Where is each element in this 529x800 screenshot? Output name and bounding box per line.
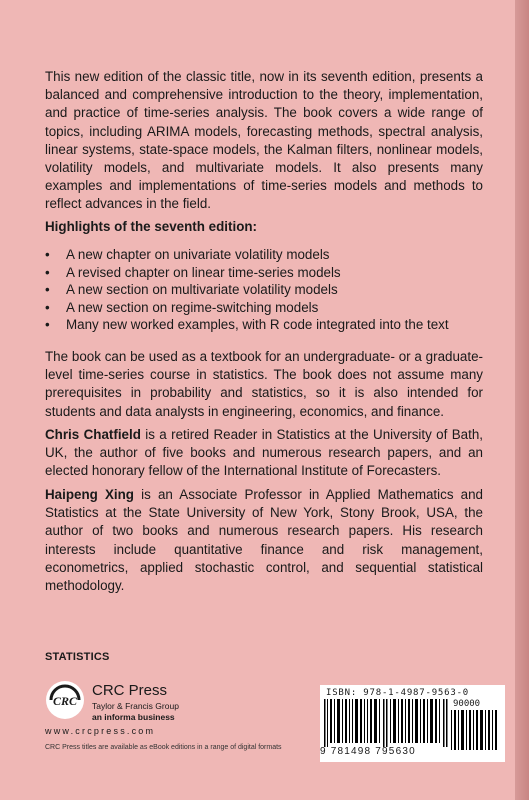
publisher-website: www.crcpress.com: [45, 726, 156, 736]
list-item: • A new chapter on univariate volatility models: [45, 246, 485, 264]
spine-edge: [515, 0, 529, 800]
price-barcode-icon: [449, 710, 501, 750]
highlights-title: Highlights of the seventh edition:: [45, 219, 258, 234]
price-code: 90000: [453, 699, 481, 709]
list-item: • A new section on multivariate volatility models: [45, 281, 485, 299]
ean-number: 9 781498 795630: [320, 746, 416, 757]
author-bio: is an Associate Professor in Applied Mathematics and Statistics at the State University of New York, Stony Brook, USA, the author of two books and numerous research papers. His research interests include quantitative finance and risk management, econometrics, applied stochastic control, and sequential statistical methodology.: [45, 487, 484, 594]
intro-paragraph: This new edition of the classic title, now in its seventh edition, presents a balanced and comprehensive introduction to the theory, implementation, and practice of time-series analysis. The book covers a wide range of topics, including ARIMA models, forecasting methods, spectral analysis, linear systems, state-space models, the Kalman filters, nonlinear models, volatility models, and multivariate models. It also presents many examples and implementations of time-series models and methods to reflect advances in the field.: [45, 69, 483, 212]
publisher-group: [92, 701, 179, 722]
logo-text: CRC: [52, 694, 78, 708]
author-bio: is a retired Reader in Statistics at the University of Bath, UK, the author of five books and numerous research papers, and an elected honorary fellow of the International Institute of Forecasters.: [45, 427, 483, 479]
publisher-group-name: Taylor & Francis Group: [92, 701, 179, 711]
ebook-availability: CRC Press titles are available as eBook editions in a range of digital formats: [45, 744, 282, 751]
author-bio-chatfield: [45, 426, 483, 481]
crc-logo-icon: [45, 680, 85, 720]
author-name: Chris Chatfield: [45, 427, 141, 442]
isbn-text: ISBN: 978-1-4987-9563-0: [326, 688, 470, 698]
list-item: • A revised chapter on linear time-series models: [45, 264, 485, 282]
barcode-icon: [324, 699, 448, 747]
usage-paragraph: The book can be used as a textbook for an undergraduate- or a graduate-level time-series course in statistics. The book does not assume many prerequisites in probability and statistics, so it is also intended for students and data analysts in engineering, economics, and finance.: [45, 349, 483, 419]
author-name: Haipeng Xing: [45, 487, 134, 502]
list-item: • Many new worked examples, with R code integrated into the text: [45, 316, 485, 334]
category-label: STATISTICS: [45, 651, 110, 663]
author-bio-xing: [45, 486, 483, 595]
publisher-informa: an informa business: [92, 711, 175, 722]
highlights-list: [45, 246, 485, 334]
publisher-name: CRC Press: [92, 682, 168, 699]
list-item: • A new section on regime-switching models: [45, 299, 485, 317]
